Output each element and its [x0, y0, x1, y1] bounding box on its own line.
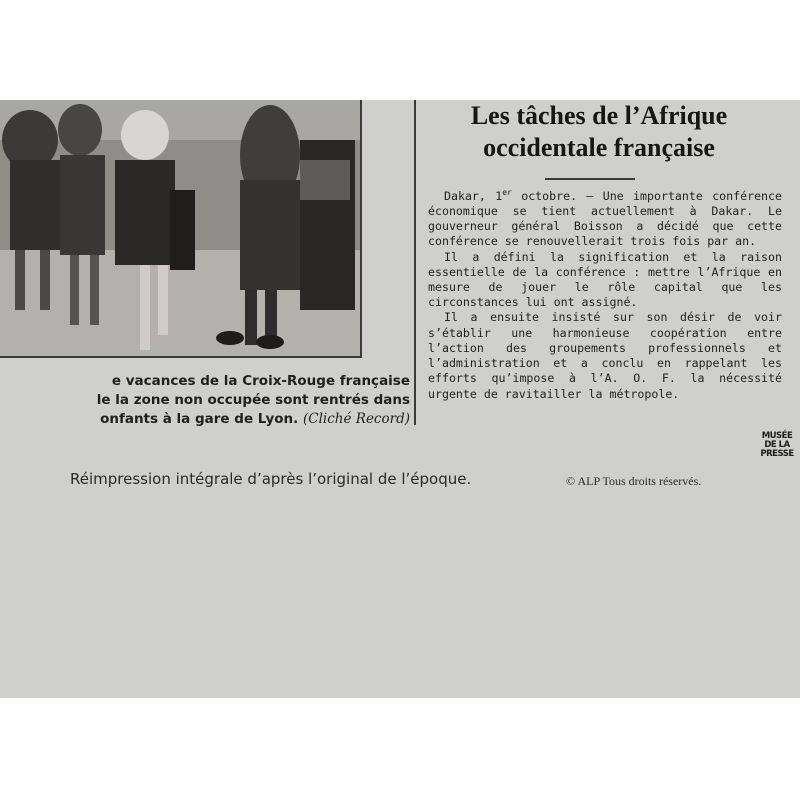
- article-headline: [418, 100, 780, 164]
- photo-illustration: [0, 100, 360, 356]
- musee-de-la-presse-logo: [760, 432, 794, 459]
- caption-line-3-text: onfants à la gare de Lyon.: [100, 411, 299, 427]
- headline-line-1: Les tâches de l’Afrique: [470, 101, 728, 130]
- newspaper-page: [0, 100, 800, 698]
- logo-line-3: PRESSE: [760, 449, 794, 459]
- article-paragraph-2: Il a défini la signification et la raison essentielle de la conférence : mettre l’Afrique en mesure de jouer le rôle capital que les circonstances lui ont assigné.: [428, 249, 782, 310]
- caption-line-1: e vacances de la Croix-Rouge française: [111, 373, 410, 389]
- headline-rule: [545, 178, 635, 180]
- caption-line-2: le la zone non occupée sont rentrés dans: [96, 392, 410, 408]
- photo-credit: (Cliché Record): [303, 411, 410, 427]
- headline-line-2: occidentale française: [483, 133, 715, 162]
- logo-line-2: DE LA: [764, 440, 790, 450]
- article-paragraph-1: [428, 185, 782, 250]
- column-divider: [414, 100, 416, 425]
- paragraph-1-text: octobre. — Une importante conférence économique se tient actuellement à Dakar. Le gouverneur général Boisson a décidé que cette conférence se renouvellerait trois fois par an.: [428, 188, 782, 249]
- article-paragraph-3: Il a ensuite insisté sur son désir de voir s’établir une harmonieuse coopération entre l’action des groupements professionnels et l’administration et a conclu en rappelant les efforts qu’impose à l’A. O. F. la nécessité urgente de ravitailler la métropole.: [428, 310, 782, 401]
- photo-caption: [6, 372, 410, 429]
- news-photo: [0, 100, 362, 358]
- logo-line-1: MUSÉE: [761, 431, 793, 441]
- dateline-superscript: er: [502, 188, 512, 197]
- reprint-notice: Réimpression intégrale d’après l’original de l’époque.: [70, 470, 472, 488]
- copyright-notice: © ALP Tous droits réservés.: [566, 474, 702, 488]
- dateline: Dakar, 1: [444, 188, 503, 203]
- caption-line-3: [6, 410, 410, 429]
- article-body: [428, 185, 782, 402]
